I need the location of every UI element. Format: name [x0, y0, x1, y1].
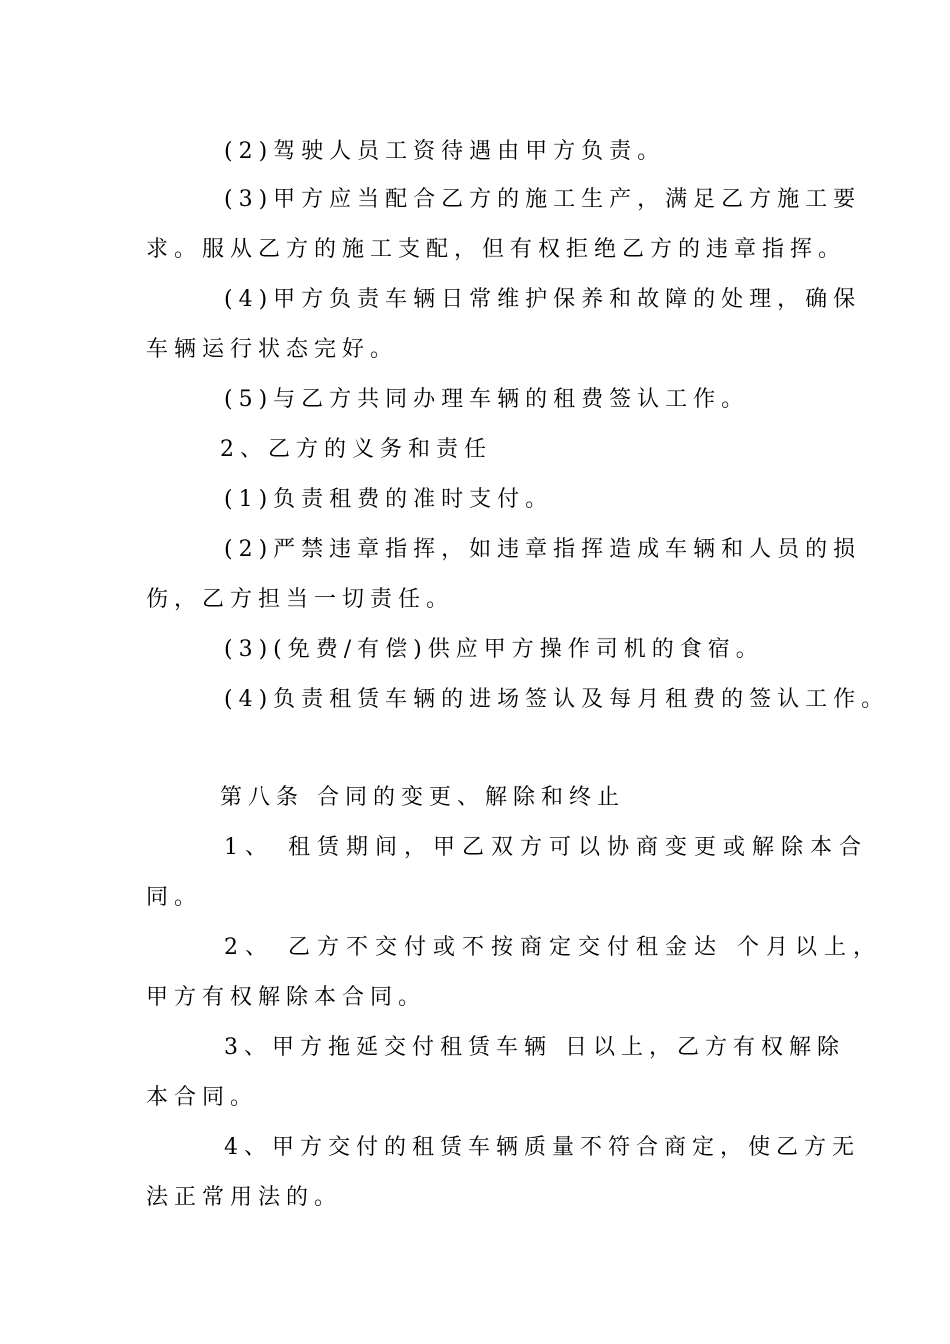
clause-line: 车辆运行状态完好。 — [146, 337, 399, 362]
clause-line: (5)与乙方共同办理车辆的租费签认工作。 — [224, 387, 750, 412]
clause-line: 本合同。 — [146, 1085, 259, 1110]
article-heading: 第八条 合同的变更、解除和终止 — [220, 785, 625, 810]
clause-line: (2)驾驶人员工资待遇由甲方负责。 — [224, 139, 666, 164]
clause-line: 法正常用法的。 — [146, 1185, 343, 1210]
clause-line: 甲方有权解除本合同。 — [146, 985, 427, 1010]
clause-line: 3、甲方拖延交付租赁车辆 日以上，乙方有权解除 — [224, 1035, 845, 1060]
clause-line: 求。服从乙方的施工支配，但有权拒绝乙方的违章指挥。 — [146, 237, 847, 262]
clause-line: (1)负责租费的准时支付。 — [224, 487, 554, 512]
clause-line: 同。 — [146, 885, 203, 910]
clause-line: (2)严禁违章指挥，如违章指挥造成车辆和人员的损 — [224, 537, 862, 562]
clause-line: 1、 租赁期间，甲乙双方可以协商变更或解除本合 — [224, 835, 868, 860]
clause-line: 4、甲方交付的租赁车辆质量不符合商定，使乙方无 — [224, 1135, 860, 1160]
clause-line: (3)甲方应当配合乙方的施工生产，满足乙方施工要 — [224, 187, 862, 212]
clause-line: (4)甲方负责车辆日常维护保养和故障的处理，确保 — [224, 287, 862, 312]
clause-line: 2、 乙方不交付或不按商定交付租金达 个月以上， — [224, 935, 882, 960]
clause-line: (4)负责租赁车辆的进场签认及每月租费的签认工作。 — [224, 687, 890, 712]
section-heading: 2、乙方的义务和责任 — [220, 437, 492, 462]
clause-line: (3)(免费/有偿)供应甲方操作司机的食宿。 — [224, 637, 764, 662]
clause-line: 伤，乙方担当一切责任。 — [146, 587, 455, 612]
